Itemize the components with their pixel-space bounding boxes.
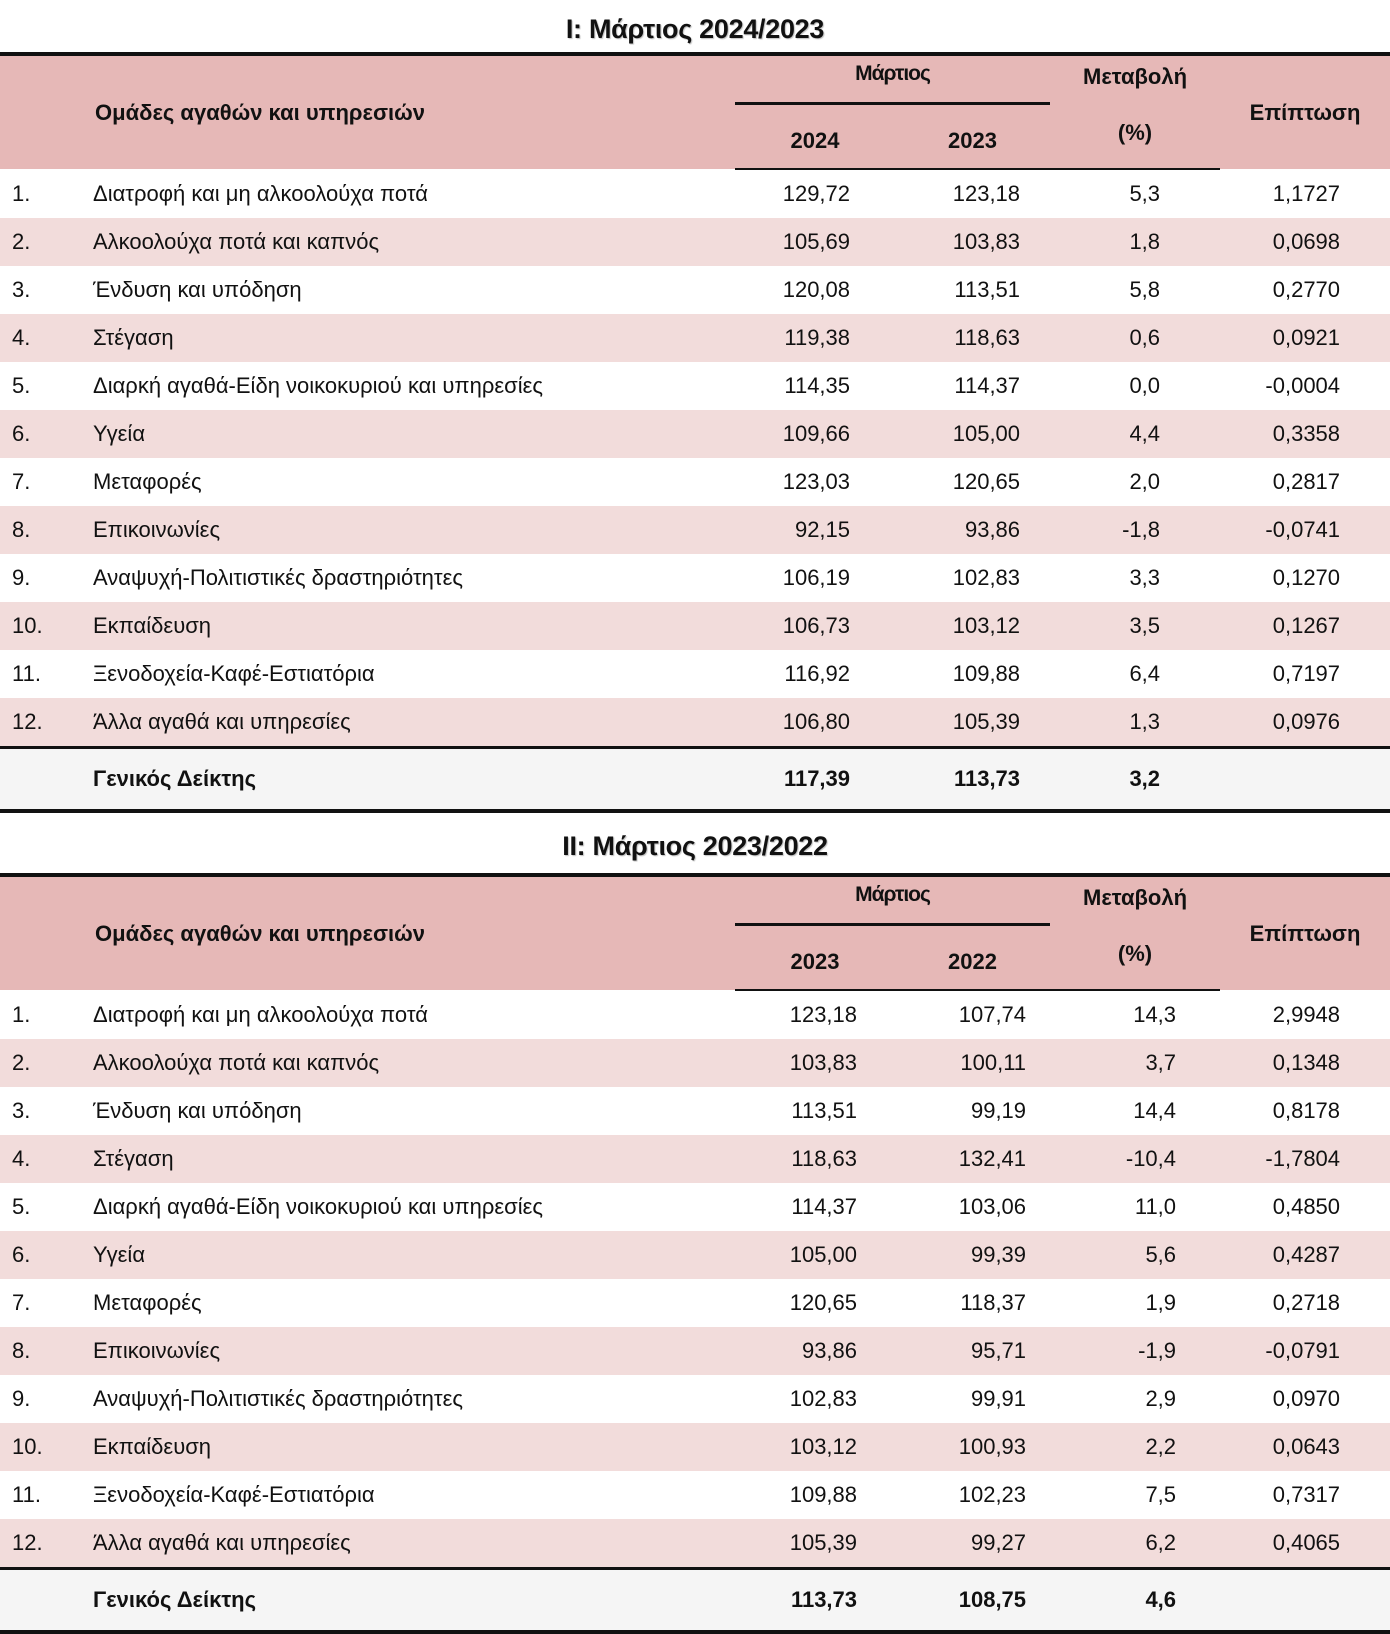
- group-name: Αναψυχή-Πολιτιστικές δραστηριότητες: [90, 1375, 735, 1423]
- change-percent: 5,3: [1050, 169, 1220, 218]
- total-change: 3,2: [1050, 748, 1220, 812]
- impact-value: 0,4287: [1220, 1231, 1390, 1279]
- impact-value: 0,0921: [1220, 314, 1390, 362]
- row-number: 2.: [0, 1039, 90, 1087]
- row-number: 10.: [0, 1423, 90, 1471]
- table-row: [0, 698, 1390, 748]
- impact-value: -0,0791: [1220, 1327, 1390, 1375]
- row-number: 1.: [0, 990, 90, 1039]
- table-row: [0, 1423, 1390, 1471]
- change-percent: -10,4: [1050, 1135, 1220, 1183]
- total-change: 4,6: [1050, 1569, 1220, 1633]
- impact-value: 0,4065: [1220, 1519, 1390, 1569]
- group-name: Άλλα αγαθά και υπηρεσίες: [90, 698, 735, 748]
- column-header-month: [735, 54, 1050, 114]
- change-percent: 2,2: [1050, 1423, 1220, 1471]
- table-row: [0, 458, 1390, 506]
- header-divider: [735, 102, 1050, 105]
- impact-value: 0,7197: [1220, 650, 1390, 698]
- column-header-groups: Ομάδες αγαθών και υπηρεσιών: [0, 54, 735, 169]
- impact-value: 2,9948: [1220, 990, 1390, 1039]
- column-header-change-unit: (%): [1050, 935, 1220, 990]
- table-row: [0, 169, 1390, 218]
- index-year1: 103,83: [735, 1039, 895, 1087]
- change-percent: 7,5: [1050, 1471, 1220, 1519]
- group-name: Εκπαίδευση: [90, 1423, 735, 1471]
- row-number: 8.: [0, 1327, 90, 1375]
- group-name: Ένδυση και υπόδηση: [90, 266, 735, 314]
- table-row: [0, 1039, 1390, 1087]
- column-header-change: Μεταβολή: [1050, 875, 1220, 935]
- index-year2: 107,74: [895, 990, 1050, 1039]
- row-number: 8.: [0, 506, 90, 554]
- total-row: [0, 1569, 1390, 1633]
- index-year1: 92,15: [735, 506, 895, 554]
- total-row: [0, 748, 1390, 812]
- row-number: 5.: [0, 362, 90, 410]
- index-year1: 119,38: [735, 314, 895, 362]
- group-name: Διατροφή και μη αλκοολούχα ποτά: [90, 169, 735, 218]
- impact-value: 0,8178: [1220, 1087, 1390, 1135]
- total-spacer: [0, 748, 90, 812]
- row-number: 5.: [0, 1183, 90, 1231]
- impact-value: 0,2770: [1220, 266, 1390, 314]
- table-row: [0, 650, 1390, 698]
- total-year1: 117,39: [735, 748, 895, 812]
- change-percent: 3,3: [1050, 554, 1220, 602]
- column-header-year1: 2023: [735, 935, 895, 990]
- index-year1: 105,00: [735, 1231, 895, 1279]
- group-name: Στέγαση: [90, 314, 735, 362]
- group-name: Διαρκή αγαθά-Είδη νοικοκυριού και υπηρεσίες: [90, 1183, 735, 1231]
- change-percent: 11,0: [1050, 1183, 1220, 1231]
- index-year1: 103,12: [735, 1423, 895, 1471]
- table-row: [0, 602, 1390, 650]
- column-header-change-unit: (%): [1050, 114, 1220, 169]
- impact-value: 0,0698: [1220, 218, 1390, 266]
- row-number: 7.: [0, 1279, 90, 1327]
- index-year2: 118,63: [895, 314, 1050, 362]
- total-label: Γενικός Δείκτης: [90, 748, 735, 812]
- table-section-2023-2022: [0, 820, 1390, 1634]
- row-number: 4.: [0, 314, 90, 362]
- impact-value: 1,1727: [1220, 169, 1390, 218]
- index-year2: 99,39: [895, 1231, 1050, 1279]
- table-body: [0, 169, 1390, 811]
- index-year1: 116,92: [735, 650, 895, 698]
- table-row: [0, 1087, 1390, 1135]
- row-number: 10.: [0, 602, 90, 650]
- index-year2: 118,37: [895, 1279, 1050, 1327]
- row-number: 6.: [0, 1231, 90, 1279]
- change-percent: 2,0: [1050, 458, 1220, 506]
- row-number: 12.: [0, 698, 90, 748]
- index-year1: 109,66: [735, 410, 895, 458]
- table-row: [0, 554, 1390, 602]
- impact-value: -1,7804: [1220, 1135, 1390, 1183]
- table-row: [0, 410, 1390, 458]
- row-number: 2.: [0, 218, 90, 266]
- month-label: Μάρτιος: [855, 62, 930, 85]
- table-row: [0, 506, 1390, 554]
- column-header-month: [735, 875, 1050, 935]
- table-row: [0, 1231, 1390, 1279]
- change-percent: 5,8: [1050, 266, 1220, 314]
- index-year1: 105,69: [735, 218, 895, 266]
- table-row: [0, 314, 1390, 362]
- table-row: [0, 1471, 1390, 1519]
- impact-value: 0,0643: [1220, 1423, 1390, 1471]
- row-number: 9.: [0, 1375, 90, 1423]
- change-percent: 0,6: [1050, 314, 1220, 362]
- index-year1: 113,51: [735, 1087, 895, 1135]
- index-year1: 93,86: [735, 1327, 895, 1375]
- change-percent: 0,0: [1050, 362, 1220, 410]
- index-year2: 120,65: [895, 458, 1050, 506]
- impact-value: 0,2718: [1220, 1279, 1390, 1327]
- table-row: [0, 990, 1390, 1039]
- impact-value: 0,7317: [1220, 1471, 1390, 1519]
- group-name: Επικοινωνίες: [90, 1327, 735, 1375]
- row-number: 4.: [0, 1135, 90, 1183]
- cpi-table: [0, 873, 1390, 1634]
- index-year2: 132,41: [895, 1135, 1050, 1183]
- table-row: [0, 218, 1390, 266]
- impact-value: 0,1270: [1220, 554, 1390, 602]
- index-year1: 120,65: [735, 1279, 895, 1327]
- change-percent: 3,7: [1050, 1039, 1220, 1087]
- column-header-year2: 2023: [895, 114, 1050, 169]
- impact-value: 0,3358: [1220, 410, 1390, 458]
- change-percent: 14,4: [1050, 1087, 1220, 1135]
- table-row: [0, 362, 1390, 410]
- index-year2: 105,39: [895, 698, 1050, 748]
- total-impact: [1220, 748, 1390, 812]
- index-year2: 113,51: [895, 266, 1050, 314]
- index-year2: 93,86: [895, 506, 1050, 554]
- group-name: Ξενοδοχεία-Καφέ-Εστιατόρια: [90, 650, 735, 698]
- index-year1: 102,83: [735, 1375, 895, 1423]
- group-name: Διαρκή αγαθά-Είδη νοικοκυριού και υπηρεσίες: [90, 362, 735, 410]
- row-number: 11.: [0, 650, 90, 698]
- column-header-year2: 2022: [895, 935, 1050, 990]
- table-title: I: Μάρτιος 2024/2023: [565, 14, 825, 44]
- table-row: [0, 1375, 1390, 1423]
- change-percent: 3,5: [1050, 602, 1220, 650]
- column-header-groups: Ομάδες αγαθών και υπηρεσιών: [0, 875, 735, 990]
- group-name: Αλκοολούχα ποτά και καπνός: [90, 218, 735, 266]
- change-percent: -1,9: [1050, 1327, 1220, 1375]
- index-year1: 114,35: [735, 362, 895, 410]
- total-spacer: [0, 1569, 90, 1633]
- index-year1: 114,37: [735, 1183, 895, 1231]
- table-row: [0, 1279, 1390, 1327]
- index-year1: 106,19: [735, 554, 895, 602]
- change-percent: 6,2: [1050, 1519, 1220, 1569]
- row-number: 9.: [0, 554, 90, 602]
- impact-value: 0,1348: [1220, 1039, 1390, 1087]
- change-percent: 2,9: [1050, 1375, 1220, 1423]
- group-name: Μεταφορές: [90, 1279, 735, 1327]
- index-year2: 114,37: [895, 362, 1050, 410]
- group-name: Διατροφή και μη αλκοολούχα ποτά: [90, 990, 735, 1039]
- index-year2: 100,11: [895, 1039, 1050, 1087]
- index-year2: 102,23: [895, 1471, 1050, 1519]
- index-year1: 106,80: [735, 698, 895, 748]
- impact-value: 0,1267: [1220, 602, 1390, 650]
- column-header-impact: Επίπτωση: [1220, 54, 1390, 169]
- index-year1: 120,08: [735, 266, 895, 314]
- index-year2: 105,00: [895, 410, 1050, 458]
- group-name: Αναψυχή-Πολιτιστικές δραστηριότητες: [90, 554, 735, 602]
- table-section-2024-2023: [0, 0, 1390, 813]
- column-header-year1: 2024: [735, 114, 895, 169]
- row-number: 3.: [0, 266, 90, 314]
- index-year1: 105,39: [735, 1519, 895, 1569]
- table-title: II: Μάρτιος 2023/2022: [562, 831, 828, 861]
- impact-value: 0,2817: [1220, 458, 1390, 506]
- impact-value: 0,4850: [1220, 1183, 1390, 1231]
- month-label: Μάρτιος: [855, 883, 930, 906]
- row-number: 7.: [0, 458, 90, 506]
- index-year1: 123,18: [735, 990, 895, 1039]
- change-percent: 1,9: [1050, 1279, 1220, 1327]
- cpi-table: [0, 52, 1390, 813]
- change-percent: -1,8: [1050, 506, 1220, 554]
- group-name: Επικοινωνίες: [90, 506, 735, 554]
- group-name: Άλλα αγαθά και υπηρεσίες: [90, 1519, 735, 1569]
- row-number: 6.: [0, 410, 90, 458]
- index-year2: 103,06: [895, 1183, 1050, 1231]
- index-year1: 118,63: [735, 1135, 895, 1183]
- total-impact: [1220, 1569, 1390, 1633]
- group-name: Υγεία: [90, 410, 735, 458]
- index-year2: 109,88: [895, 650, 1050, 698]
- table-row: [0, 1183, 1390, 1231]
- group-name: Εκπαίδευση: [90, 602, 735, 650]
- impact-value: 0,0976: [1220, 698, 1390, 748]
- table-row: [0, 1135, 1390, 1183]
- index-year2: 100,93: [895, 1423, 1050, 1471]
- column-header-impact: Επίπτωση: [1220, 875, 1390, 990]
- change-percent: 4,4: [1050, 410, 1220, 458]
- column-header-change: Μεταβολή: [1050, 54, 1220, 114]
- index-year1: 109,88: [735, 1471, 895, 1519]
- table-row: [0, 1327, 1390, 1375]
- change-percent: 6,4: [1050, 650, 1220, 698]
- table-row: [0, 1519, 1390, 1569]
- row-number: 12.: [0, 1519, 90, 1569]
- impact-value: -0,0004: [1220, 362, 1390, 410]
- index-year2: 103,12: [895, 602, 1050, 650]
- index-year2: 123,18: [895, 169, 1050, 218]
- impact-value: 0,0970: [1220, 1375, 1390, 1423]
- group-name: Ένδυση και υπόδηση: [90, 1087, 735, 1135]
- row-number: 3.: [0, 1087, 90, 1135]
- total-year1: 113,73: [735, 1569, 895, 1633]
- index-year1: 129,72: [735, 169, 895, 218]
- index-year2: 102,83: [895, 554, 1050, 602]
- total-year2: 108,75: [895, 1569, 1050, 1633]
- group-name: Ξενοδοχεία-Καφέ-Εστιατόρια: [90, 1471, 735, 1519]
- change-percent: 1,3: [1050, 698, 1220, 748]
- total-year2: 113,73: [895, 748, 1050, 812]
- change-percent: 1,8: [1050, 218, 1220, 266]
- group-name: Αλκοολούχα ποτά και καπνός: [90, 1039, 735, 1087]
- index-year2: 99,19: [895, 1087, 1050, 1135]
- index-year2: 95,71: [895, 1327, 1050, 1375]
- total-label: Γενικός Δείκτης: [90, 1569, 735, 1633]
- index-year1: 123,03: [735, 458, 895, 506]
- row-number: 1.: [0, 169, 90, 218]
- change-percent: 14,3: [1050, 990, 1220, 1039]
- table-body: [0, 990, 1390, 1632]
- impact-value: -0,0741: [1220, 506, 1390, 554]
- group-name: Στέγαση: [90, 1135, 735, 1183]
- index-year2: 103,83: [895, 218, 1050, 266]
- index-year1: 106,73: [735, 602, 895, 650]
- header-divider: [735, 923, 1050, 926]
- group-name: Μεταφορές: [90, 458, 735, 506]
- table-row: [0, 266, 1390, 314]
- change-percent: 5,6: [1050, 1231, 1220, 1279]
- index-year2: 99,27: [895, 1519, 1050, 1569]
- group-name: Υγεία: [90, 1231, 735, 1279]
- row-number: 11.: [0, 1471, 90, 1519]
- index-year2: 99,91: [895, 1375, 1050, 1423]
